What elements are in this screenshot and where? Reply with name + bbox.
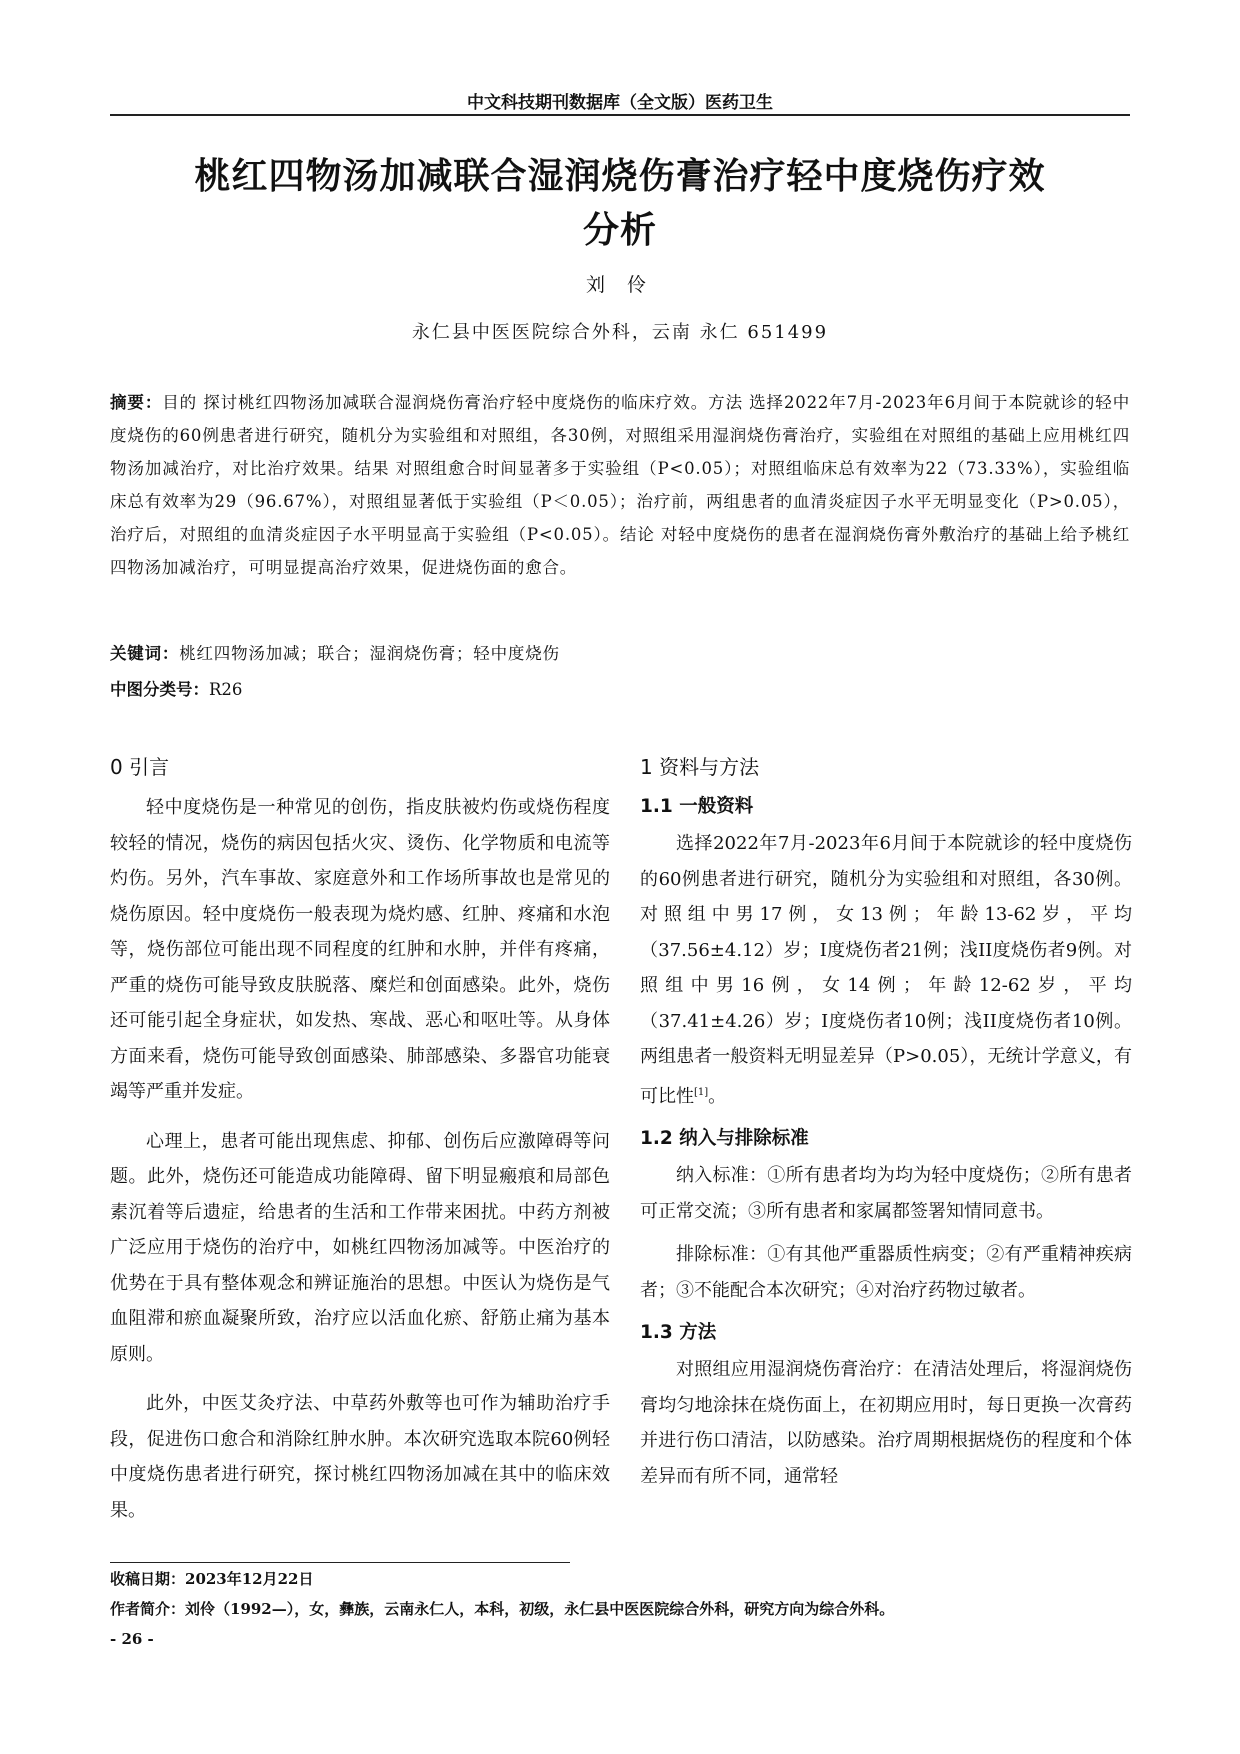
subsection-heading-general-data: 1.1 一般资料: [640, 796, 754, 817]
general-data-paragraph: [640, 826, 1132, 1114]
citation-ref: [1]: [694, 1086, 709, 1098]
author-affiliation: 永仁县中医医院综合外科，云南 永仁 651499: [411, 322, 829, 343]
left-column: [110, 752, 610, 1542]
inclusion-criteria: 纳入标准：①所有患者均为均为轻中度烧伤；②所有患者可正常交流；③所有患者和家属都签署知情同意书。: [640, 1165, 1132, 1222]
received-date: 收稿日期：2023年12月22日: [110, 1570, 314, 1588]
title-line-2: 分析: [582, 210, 657, 251]
subsection-heading-criteria: 1.2 纳入与排除标准: [640, 1128, 809, 1149]
classification-number: [110, 676, 1130, 700]
right-column: [640, 752, 1132, 1502]
intro-paragraph-2: 心理上，患者可能出现焦虑、抑郁、创伤后应激障碍等问题。此外，烧伤还可能造成功能障碍、留下明显瘢痕和局部色素沉着等后遗症，给患者的生活和工作带来困扰。中药方剂被广泛应用于烧伤的治疗中，如桃红四物汤加减等。中医治疗的优势在于具有整体观念和辨证施治的思想。中医认为烧伤是气血阻滞和瘀血凝聚所致，治疗应以活血化瘀、舒筋止痛为基本原则。: [110, 1130, 610, 1365]
title-line-1: 桃红四物汤加减联合湿润烧伤膏治疗轻中度烧伤疗效: [194, 156, 1046, 197]
clc-value: R26: [209, 680, 243, 699]
keywords-text: 桃红四物汤加减；联合；湿润烧伤膏；轻中度烧伤: [179, 644, 560, 663]
subsection-heading-method: 1.3 方法: [640, 1322, 717, 1343]
section-heading-introduction: 0 引言: [110, 755, 170, 779]
page-number: - 26 -: [110, 1630, 154, 1648]
paper-title: [110, 150, 1130, 258]
abstract: [110, 386, 1130, 584]
keywords: [110, 640, 1130, 664]
general-data-text: 选择2022年7月-2023年6月间于本院就诊的轻中度烧伤的60例患者进行研究，随机分为实验组和对照组，各30例。对照组中男17例，女13例；年龄13-62岁，平均（37.56±4.12）岁；I度烧伤者21例；浅II度烧伤者9例。对照组中男16例，女14例；年龄12-62岁，平均（37.41±4.26）岁；I度烧伤者10例；浅II度烧伤者10例。两组患者一般资料无明显差异（P>0.05），无统计学意义，有可比性: [640, 833, 1132, 1107]
journal-header: 中文科技期刊数据库（全文版）医药卫生: [467, 93, 773, 113]
method-paragraph: 对照组应用湿润烧伤膏治疗：在清洁处理后，将湿润烧伤膏均匀地涂抹在烧伤面上，在初期应用时，每日更换一次膏药并进行伤口清洁，以防感染。治疗周期根据烧伤的程度和个体差异而有所不同，通常轻: [640, 1359, 1132, 1487]
author-bio: 作者简介：刘伶（1992—），女，彝族，云南永仁人，本科，初级，永仁县中医医院综合外科，研究方向为综合外科。: [110, 1600, 895, 1618]
section-heading-methods: 1 资料与方法: [640, 755, 760, 779]
clc-label: 中图分类号：: [110, 680, 209, 699]
footnote-rule: [110, 1562, 570, 1563]
author-name: 刘 伶: [585, 274, 655, 296]
exclusion-criteria: 排除标准：①有其他严重器质性病变；②有严重精神疾病者；③不能配合本次研究；④对治疗药物过敏者。: [640, 1244, 1132, 1301]
abstract-text: 目的 探讨桃红四物汤加减联合湿润烧伤膏治疗轻中度烧伤的临床疗效。方法 选择2022年7月-2023年6月间于本院就诊的轻中度烧伤的60例患者进行研究，随机分为实验组和对照组，各30例，对照组采用湿润烧伤膏治疗，实验组在对照组的基础上应用桃红四物汤加减治疗，对比治疗效果。结果 对照组愈合时间显著多于实验组（P<0.05）；对照组临床总有效率为22（73.33%），实验组临床总有效率为29（96.67%），对照组显著低于实验组（P＜0.05）；治疗前，两组患者的血清炎症因子水平无明显变化（P>0.05），治疗后，对照组的血清炎症因子水平明显高于实验组（P<0.05）。结论 对轻中度烧伤的患者在湿润烧伤膏外敷治疗的基础上给予桃红四物汤加减治疗，可明显提高治疗效果，促进烧伤面的愈合。: [110, 393, 1131, 577]
header-rule: [110, 114, 1130, 116]
intro-paragraph-1: 轻中度烧伤是一种常见的创伤，指皮肤被灼伤或烧伤程度较轻的情况，烧伤的病因包括火灾、烫伤、化学物质和电流等灼伤。另外，汽车事故、家庭意外和工作场所事故也是常见的烧伤原因。轻中度烧伤一般表现为烧灼感、红肿、疼痛和水泡等，烧伤部位可能出现不同程度的红肿和水肿，并伴有疼痛，严重的烧伤可能导致皮肤脱落、糜烂和创面感染。此外，烧伤还可能引起全身症状，如发热、寒战、恶心和呕吐等。从身体方面来看，烧伤可能导致创面感染、肺部感染、多器官功能衰竭等严重并发症。: [110, 797, 610, 1102]
intro-paragraph-3: 此外，中医艾灸疗法、中草药外敷等也可作为辅助治疗手段，促进伤口愈合和消除红肿水肿。本次研究选取本院60例轻中度烧伤患者进行研究，探讨桃红四物汤加减在其中的临床效果。: [110, 1393, 610, 1521]
keywords-label: 关键词：: [110, 644, 180, 663]
abstract-label: 摘要：: [110, 393, 163, 412]
general-data-end: 。: [708, 1085, 727, 1107]
